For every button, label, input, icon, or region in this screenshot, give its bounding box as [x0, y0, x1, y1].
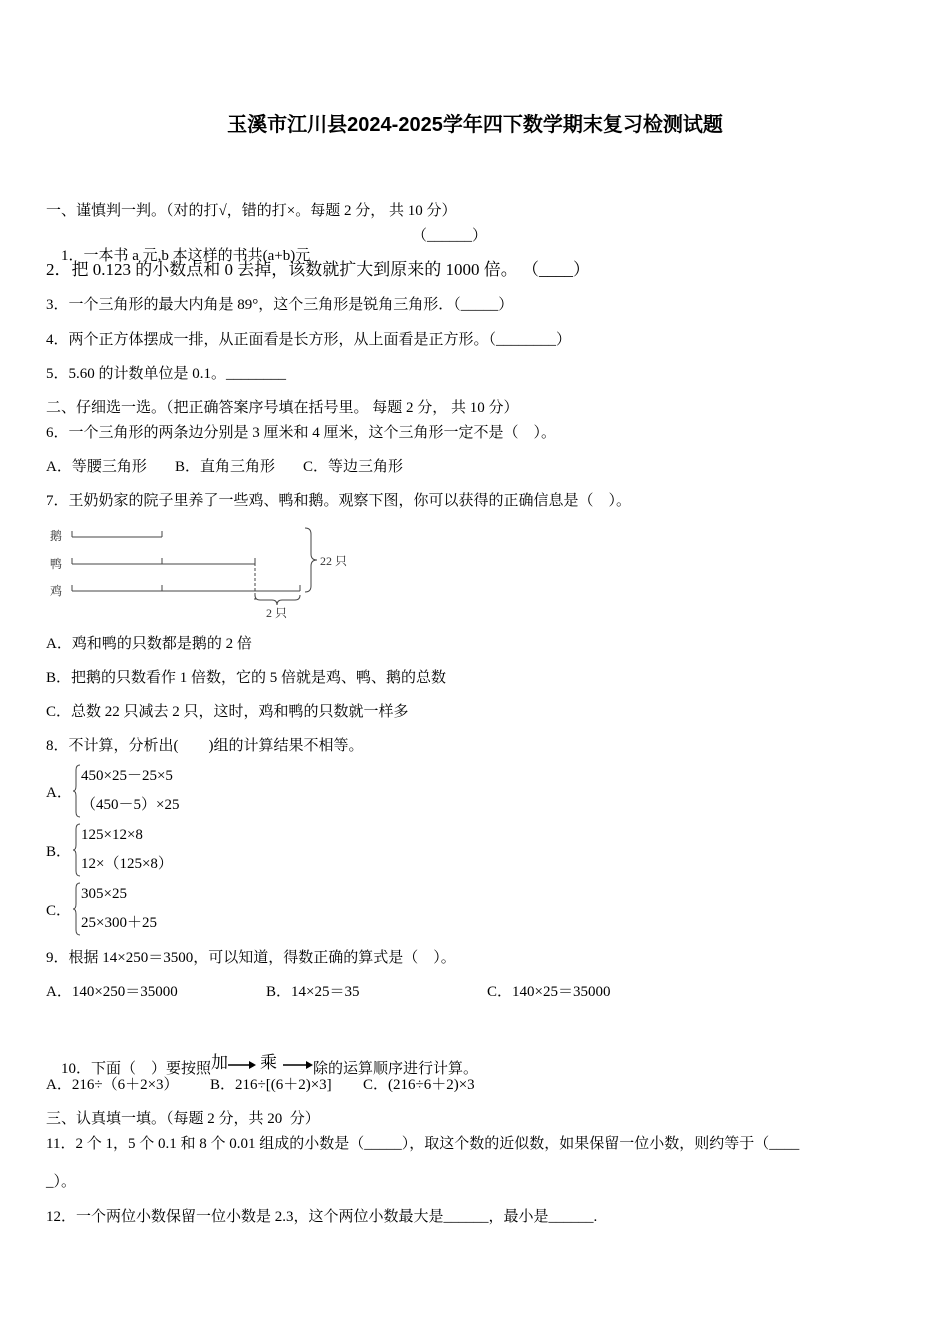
- question-8-option-b-line2: 12×（125×8）: [81, 856, 173, 872]
- arrow-right-icon: [283, 1060, 313, 1070]
- arrow-right-icon: [228, 1060, 256, 1070]
- question-11-line1: 11．2 个 1，5 个 0.1 和 8 个 0.01 组成的小数是（_____），取这个数的近似数，如果保留一位小数，则约等于（____: [46, 1136, 800, 1152]
- brace-shape: [73, 765, 80, 817]
- question-2: 2．把 0.123 的小数点和 0 去掉，该数就扩大到原来的 1000 倍。 （____）: [46, 260, 590, 279]
- section3-heading: 三、认真填一填。（每题 2 分，共 20 分）: [46, 1111, 320, 1127]
- section2-heading: 二、仔细选一选。（把正确答案序号填在括号里。 每题 2 分， 共 10 分）: [46, 400, 519, 416]
- total-brace: [305, 528, 317, 592]
- question-8: 8．不计算，分析出( )组的计算结果不相等。: [46, 738, 364, 754]
- question-8-option-a-line1: 450×25－25×5: [81, 768, 173, 784]
- question-8-option-c-line2: 25×300＋25: [81, 915, 157, 931]
- question-1-blank: （______）: [412, 228, 488, 244]
- operation-step-multiply: 乘: [260, 1053, 278, 1072]
- question-6-option-b: B．直角三角形: [175, 459, 276, 475]
- question-6-option-c: C．等边三角形: [303, 459, 404, 475]
- question-5: 5．5.60 的计数单位是 0.1。________: [46, 366, 287, 382]
- section1-heading: 一、谨慎判一判。（对的打√，错的打×。每题 2 分， 共 10 分）: [46, 203, 457, 219]
- difference-label: 2 只: [266, 606, 288, 620]
- question-1: [46, 226, 906, 264]
- difference-brace: [255, 595, 300, 605]
- question-6-option-a: A．等腰三角形: [46, 459, 147, 475]
- chicken-label: 鸡: [50, 584, 63, 598]
- arrow-head: [306, 1061, 313, 1069]
- question-9-option-c: C．140×25＝35000: [487, 984, 611, 1000]
- question-7-option-b: B．把鹅的只数看作 1 倍数，它的 5 倍就是鸡、鸭、鹅的总数: [46, 670, 447, 686]
- question-1-text: 1．一本书 a 元,b 本这样的书共(a+b)元: [61, 248, 311, 264]
- question-8-option-c-label: C．: [46, 903, 72, 919]
- question-10-text-after: 除的运算顺序进行计算。: [313, 1061, 479, 1077]
- question-8-option-c-brace: [72, 882, 81, 936]
- question-8-option-a-line2: （450－5）×25: [81, 797, 180, 813]
- question-10-option-b: B．216÷[(6＋2)×3]: [210, 1077, 332, 1093]
- question-9-option-a: A．140×250＝35000: [46, 984, 178, 1000]
- question-10-text-before: 10．下面（ ）要按照: [61, 1061, 212, 1077]
- question-8-option-a-label: A．: [46, 785, 72, 801]
- question-10-option-c: C．(216÷6＋2)×3: [363, 1077, 475, 1093]
- poultry-segment-diagram: [40, 520, 360, 620]
- duck-label: 鸭: [50, 557, 63, 571]
- goose-label: 鹅: [50, 529, 63, 543]
- question-10: [46, 1026, 906, 1077]
- question-8-option-b-label: B．: [46, 844, 72, 860]
- question-6: 6．一个三角形的两条边分别是 3 厘米和 4 厘米，这个三角形一定不是（ ）。: [46, 425, 557, 441]
- question-11-line2: _）。: [46, 1174, 77, 1190]
- page-title: 玉溪市江川县2024-2025学年四下数学期末复习检测试题: [227, 114, 723, 136]
- question-8-option-a-brace: [72, 764, 81, 818]
- arrow-head: [249, 1061, 256, 1069]
- question-9-option-b: B．14×25＝35: [266, 984, 360, 1000]
- brace-shape: [73, 883, 80, 935]
- operation-step-add: 加: [211, 1053, 229, 1072]
- question-10-option-a: A．216÷（6＋2×3）: [46, 1077, 179, 1093]
- question-7-option-c: C．总数 22 只减去 2 只，这时，鸡和鸭的只数就一样多: [46, 704, 409, 720]
- question-12: 12．一个两位小数保留一位小数是 2.3，这个两位小数最大是______，最小是______.: [46, 1209, 598, 1225]
- question-9: 9．根据 14×250＝3500，可以知道，得数正确的算式是（ ）。: [46, 950, 456, 966]
- question-3: 3．一个三角形的最大内角是 89°，这个三角形是锐角三角形．（_____）: [46, 297, 514, 313]
- question-9-options: [46, 982, 906, 1002]
- question-7: 7．王奶奶家的院子里养了一些鸡、鸭和鹅。观察下图，你可以获得的正确信息是（ ）。: [46, 493, 632, 509]
- question-6-options: [46, 457, 906, 477]
- question-10-options: [46, 1075, 906, 1095]
- question-8-option-b-brace: [72, 823, 81, 877]
- brace-shape: [73, 824, 80, 876]
- question-4: 4．两个正方体摆成一排，从正面看是长方形，从上面看是正方形。（________）: [46, 332, 572, 348]
- question-8-option-b-line1: 125×12×8: [81, 827, 143, 843]
- total-label: 22 只: [320, 554, 348, 568]
- question-7-option-a: A．鸡和鸭的只数都是鹅的 2 倍: [46, 636, 252, 652]
- question-8-option-c-line1: 305×25: [81, 886, 127, 902]
